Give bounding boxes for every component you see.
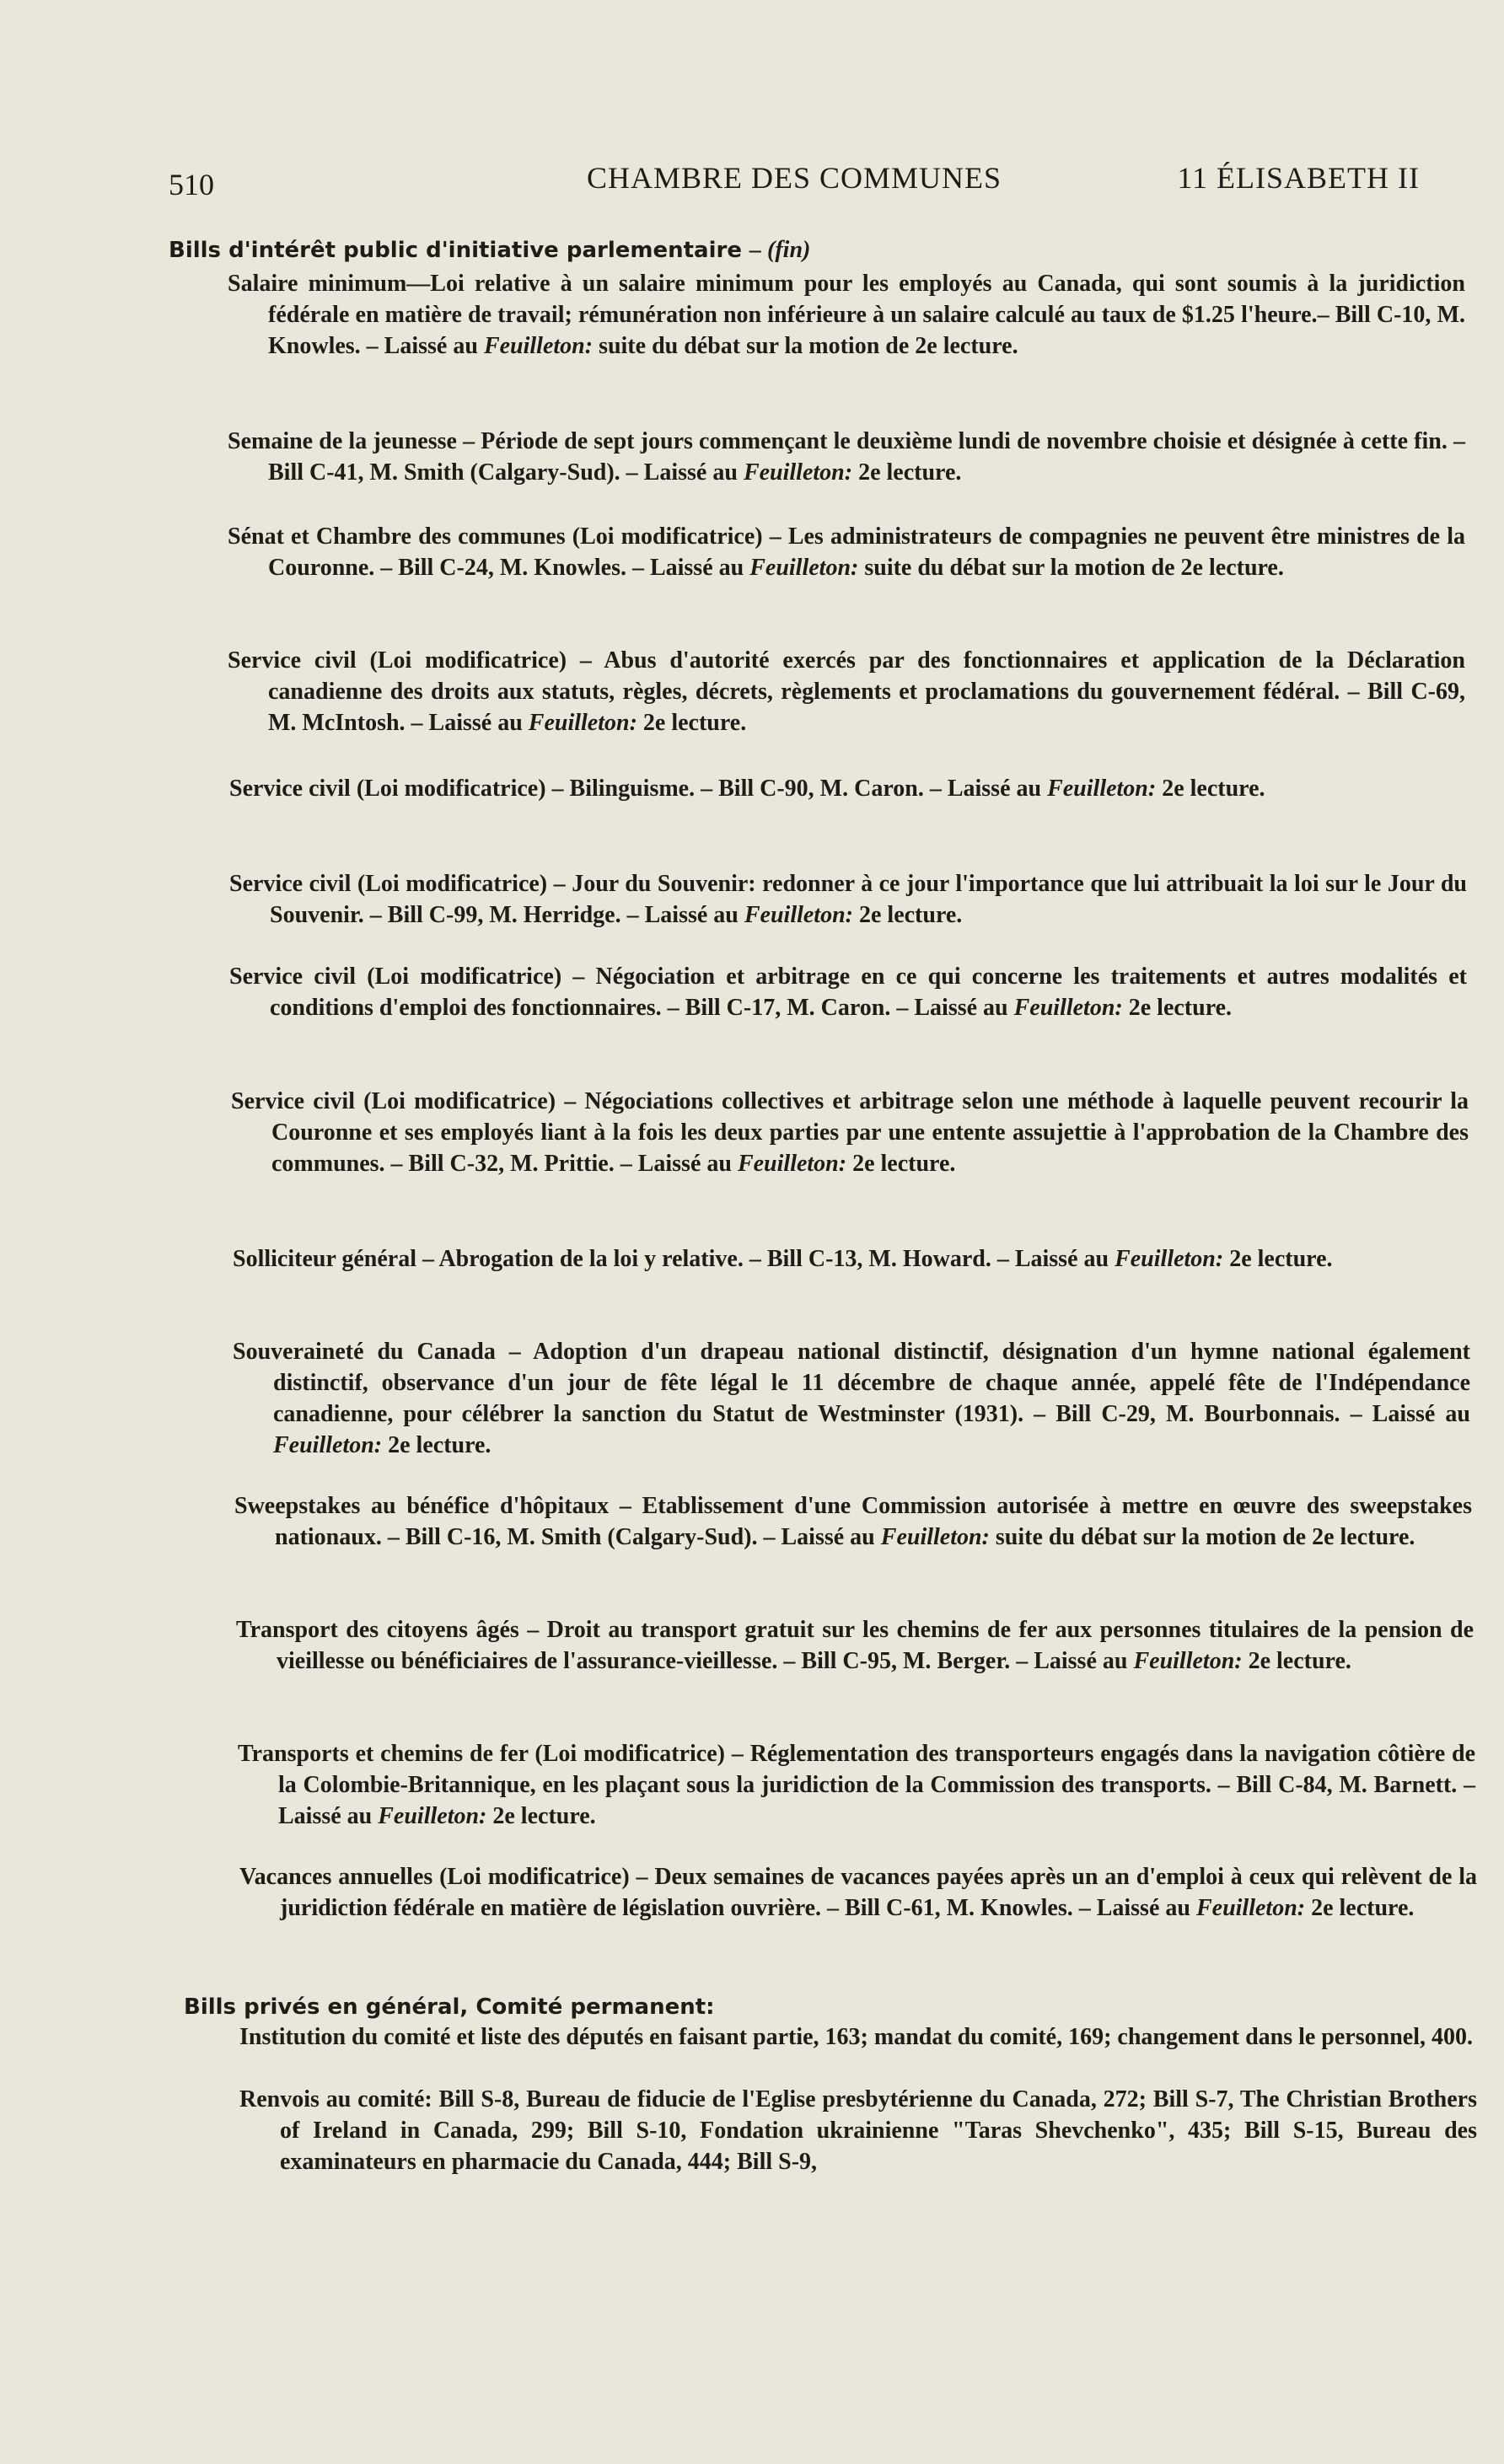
entry-subject: Transports et chemins de fer (Loi modificatrice) – Réglementation des transporteurs engagés dans la navigation côtière de la Colombie-Britannique, en les plaçant sous la juridiction de la Commission des transports. <box>238 1741 1475 1798</box>
entry-status: 2e lecture. <box>1242 1648 1351 1674</box>
entry-subject: Semaine de la jeunesse – Période de sept jours commençant le deuxième lundi de novembre choisie et désignée à cette fin. <box>228 428 1448 454</box>
entry-subject: Service civil (Loi modificatrice) – Abus d'autorité exercés par des fonctionnaires et application de la Déclaration canadienne des droits aux statuts, règles, décrets, règlements et proclamations du gouvernement fédéral. <box>228 647 1465 705</box>
index-entry <box>236 1614 1474 1677</box>
index-entry <box>233 1243 1470 1275</box>
section-heading-private-bills <box>184 1991 1431 2023</box>
entry-status: 2e lecture. <box>852 902 963 928</box>
entry-feuilleton: Feuilleton: <box>378 1803 487 1829</box>
entry-feuilleton: Feuilleton: <box>880 1524 990 1550</box>
index-entry <box>229 961 1467 1023</box>
entry-bill: – Bill C-61, M. Knowles. – Laissé au <box>821 1895 1196 1921</box>
section-heading-text: Bills privés en général, Comité permanent: <box>184 1994 715 2020</box>
entry-status: 2e lecture. <box>846 1151 956 1177</box>
entry-bill: – Bill C-32, M. Prittie. – Laissé au <box>384 1151 738 1177</box>
entry-bill: – Bill C-99, M. Herridge. – Laissé au <box>363 902 744 928</box>
index-entry <box>229 773 1467 804</box>
entry-feuilleton: Feuilleton: <box>749 555 859 581</box>
index-entry <box>238 1738 1475 1832</box>
entry-bill: – Bill C-69, M. McIntosh. – Laissé au <box>268 679 1465 736</box>
entry-status: suite du débat sur la motion de 2e lecture. <box>989 1524 1415 1550</box>
entry-status: 2e lecture. <box>382 1432 491 1458</box>
index-entry <box>228 268 1465 362</box>
index-entry <box>239 2084 1477 2177</box>
entry-status: 2e lecture. <box>486 1803 596 1829</box>
entry-feuilleton: Feuilleton: <box>483 333 594 359</box>
entry-subject: Souveraineté du Canada – Adoption d'un drapeau national distinctif, désignation d'un hymne national également distinctif, observance d'un jour de fête légal le 11 décembre de chaque année, appelé fête de l'Indépendance canadienne, pour célébrer la sanction du Statut de Westminster (1931). <box>233 1339 1470 1427</box>
entry-feuilleton: Feuilleton: <box>1195 1895 1306 1921</box>
section-heading-suffix: – (fin) <box>749 237 811 263</box>
entry-status: suite du débat sur la motion de 2e lecture. <box>858 555 1284 581</box>
entry-feuilleton: Feuilleton: <box>744 902 853 928</box>
entry-subject: Sweepstakes au bénéfice d'hôpitaux – Etablissement d'une Commission autorisée à mettre en œuvre des sweepstakes nationaux. <box>234 1493 1472 1550</box>
entry-feuilleton: Feuilleton: <box>1013 995 1123 1021</box>
entry-feuilleton: Feuilleton: <box>273 1432 383 1458</box>
index-entry <box>234 1490 1472 1553</box>
entry-bill: – Bill C-84, M. Barnett. – Laissé au <box>278 1772 1475 1829</box>
entry-subject: Service civil (Loi modificatrice) – Bilinguisme. <box>229 776 696 802</box>
entry-feuilleton: Feuilleton: <box>743 459 853 486</box>
entry-subject: Transport des citoyens âgés – Droit au transport gratuit sur les chemins de fer aux personnes titulaires de la pension de vieillesse ou bénéficiaires de l'assurance-vieillesse. <box>236 1617 1474 1674</box>
entry-subject: Solliciteur général – Abrogation de la loi y relative. <box>233 1246 744 1272</box>
entry-subject: Service civil (Loi modificatrice) – Jour du Souvenir: redonner à ce jour l'importance que lui attribuait la loi sur le Jour du Souvenir. <box>229 871 1467 928</box>
entry-bill: – Bill C-90, M. Caron. – Laissé au <box>695 776 1048 802</box>
running-title: CHAMBRE DES COMMUNES <box>586 161 1002 195</box>
section-heading-text: Bills d'intérêt public d'initiative parlementaire <box>169 238 742 263</box>
entry-status: 2e lecture. <box>1223 1246 1333 1272</box>
entry-bill: – Bill C-24, M. Knowles. – Laissé au <box>374 555 750 581</box>
index-entry <box>239 1861 1477 1924</box>
entry-bill: – Bill C-16, M. Smith (Calgary-Sud). – Laissé au <box>381 1524 881 1550</box>
entry-bill: – Bill C-13, M. Howard. – Laissé au <box>743 1246 1115 1272</box>
index-entry <box>228 521 1465 583</box>
entry-bill: – Bill C-95, M. Berger. – Laissé au <box>777 1648 1134 1674</box>
index-entry <box>228 645 1465 738</box>
page-number: 510 <box>169 168 214 201</box>
entry-feuilleton: Feuilleton: <box>1047 776 1157 802</box>
entry-subject: Salaire minimum—Loi relative à un salaire minimum pour les employés au Canada, qui sont soumis à la juridiction fédérale en matière de travail; rémunération non inférieure à un salaire calculé au taux de $1.25 l'heure. <box>228 271 1465 328</box>
entry-status: 2e lecture. <box>1122 995 1233 1021</box>
entry-feuilleton: Feuilleton: <box>737 1151 847 1177</box>
index-entry <box>228 426 1465 488</box>
entry-bill: – Bill C-10, M. Knowles. – Laissé au <box>268 302 1465 359</box>
entry-status: suite du débat sur la motion de 2e lecture. <box>593 333 1018 359</box>
regnal-year: 11 ÉLISABETH II <box>1177 161 1420 195</box>
entry-feuilleton: Feuilleton: <box>1115 1246 1224 1272</box>
entry-text: Institution du comité et liste des députés en faisant partie, 163; mandat du comité, 169; changement dans le personnel, 400. <box>239 2024 1473 2050</box>
page-header <box>169 160 1420 202</box>
entry-status: 2e lecture. <box>637 710 747 736</box>
entry-feuilleton: Feuilleton: <box>1133 1648 1243 1674</box>
entry-subject: Sénat et Chambre des communes (Loi modificatrice) – Les administrateurs de compagnies ne peuvent être ministres de la Couronne. <box>228 523 1465 581</box>
entry-subject: Service civil (Loi modificatrice) – Négociation et arbitrage en ce qui concerne les traitements et autres modalités et conditions d'emploi des fonctionnaires. <box>229 964 1467 1021</box>
section-heading-public-bills <box>169 234 1416 266</box>
entry-bill: – Bill C-17, M. Caron. – Laissé au <box>661 995 1014 1021</box>
index-entry <box>239 2021 1477 2053</box>
entry-bill: – Bill C-29, M. Bourbonnais. – Laissé au <box>1023 1401 1470 1427</box>
entry-subject: Vacances annuelles (Loi modificatrice) – Deux semaines de vacances payées après un an d'emploi à ceux qui relèvent de la juridiction fédérale en matière de législation ouvrière. <box>239 1864 1477 1921</box>
entry-status: 2e lecture. <box>1156 776 1265 802</box>
entry-status: 2e lecture. <box>852 459 962 486</box>
entry-feuilleton: Feuilleton: <box>528 710 637 736</box>
entry-bill: – Bill C-41, M. Smith (Calgary-Sud). – Laissé au <box>268 428 1465 486</box>
entry-status: 2e lecture. <box>1305 1895 1415 1921</box>
index-entry <box>231 1086 1469 1179</box>
entry-subject: Service civil (Loi modificatrice) – Négociations collectives et arbitrage selon une méthode à laquelle peuvent recourir la Couronne et ses employés liant à la fois les deux parties par une entente assujettie à l'approbation de la Chambre des communes. <box>231 1088 1469 1177</box>
entry-text: Renvois au comité: Bill S-8, Bureau de fiducie de l'Eglise presbytérienne du Canada, 272; Bill S-7, The Christian Brothers of Ireland in Canada, 299; Bill S-10, Fondation ukrainienne "Taras Shevchenko", 435; Bill S-15, Bureau des examinateurs en pharmacie du Canada, 444; Bill S-9, <box>239 2086 1477 2175</box>
index-entry <box>233 1336 1470 1461</box>
index-entry <box>229 868 1467 931</box>
